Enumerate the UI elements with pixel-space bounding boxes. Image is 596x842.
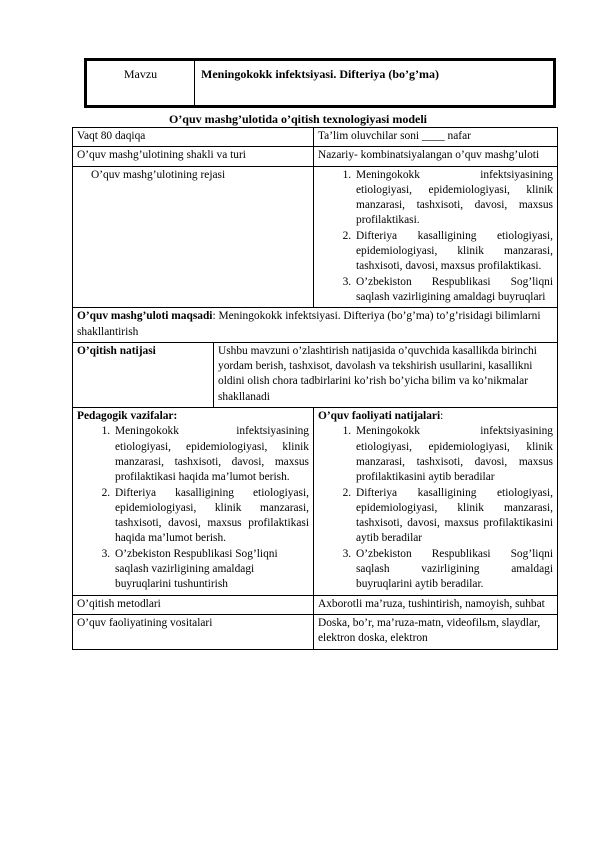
table-row [73, 147, 558, 166]
form-value: Nazariy- kombinatsiyalangan o’quv mashg’uloti [314, 147, 558, 166]
means-label: O’quv faoliyatining vositalari [73, 614, 314, 649]
methods-value: Axborotli ma’ruza, tushintirish, namoyish, suhbat [314, 595, 558, 614]
result-value: Ushbu mavzuni o’zlashtirish natijasida o’quvchida kasallikda birinchi yordam berish, tashxisot, davolash va tekshirish usullarini, kasallikni oldini olish chora tadbirlarini ko’rish bo’yicha bilim va ko’nikmalar shakllanadi [218, 344, 537, 403]
tasks-cell [73, 408, 314, 596]
tasks-label: Pedagogik vazifalar: [77, 410, 178, 423]
outcomes-cell: O’quv faoliyati natijalari: 1. Meningokokk infektsiyasining etiologiyasi, epidemiologiyasi, klinik manzarasi, tashxisoti, davosi, maxsus profilaktikasini aytib beradilar 2. Difteriya kasalligining etiologiyasi, epidemiologiyasi, klinik manzarasi, tashxisoti, davosi, maxsus profilaktikasini aytib beradilar 3. O’zbekiston Respublikasi Sog’liqni saqlash vazirligining amaldagi buyruqlarini aytib beradilar. [314, 408, 558, 596]
list-item: 1. Meningokokk infektsiyasining etiologiyasi, epidemiologiyasi, klinik manzarasi, tashxisoti, davosi, maxsus profilaktikasi haqida ma’lumot berish. [113, 424, 309, 485]
time-cell: Vaqt 80 daqiqa [73, 128, 314, 147]
table-row [73, 166, 558, 308]
outcomes-list [318, 424, 553, 592]
list-item: 2. Difteriya kasalligining etiologiyasi, epidemiologiyasi, klinik manzarasi, tashxisoti, davosi, maxsus profilaktikasi haqida ma’lumot berish. [113, 486, 309, 547]
goal-value: : Meningokokk infektsiyasi. Difteriya (bo’g’ma) to’g’risidagi bilimlarni shakllantirish [77, 310, 541, 338]
methods-label: O’qitish metodlari [73, 595, 314, 614]
table-row [73, 342, 558, 407]
result-inner-table [73, 343, 557, 407]
plan-cell [314, 166, 558, 308]
list-item: 1. Meningokokk infektsiyasining etiologiyasi, epidemiologiyasi, klinik manzarasi, tashxisoti, davosi, maxsus profilaktikasini aytib beradilar [354, 424, 553, 485]
table-row [73, 614, 558, 649]
lesson-model-table [72, 127, 558, 650]
result-label: O’qitish natijasi [73, 343, 214, 407]
table-row [73, 595, 558, 614]
list-item: 1. Meningokokk infektsiyasining etiologiyasi, epidemiologiyasi, klinik manzarasi, tashxisoti, davosi, maxsus profilaktikasi. [354, 168, 553, 229]
list-item: 2. Difteriya kasalligining etiologiyasi, epidemiologiyasi, klinik manzarasi, tashxisoti, davosi, maxsus profilaktikasini aytib beradilar [354, 486, 553, 547]
goal-label: O’quv mashg’uloti maqsadi [77, 310, 213, 323]
table-row [73, 308, 558, 343]
topic-table [84, 58, 556, 108]
outcomes-label: O’quv faoliyati natijalari [318, 410, 441, 423]
tasks-list [77, 424, 309, 592]
form-label: O’quv mashg’ulotining shakli va turi [73, 147, 314, 166]
topic-label: Mavzu [87, 61, 195, 105]
list-item: 3. O’zbekiston Respublikasi Sog’liqni saqlash vazirligining amaldagi buyruqlarini aytib beradilar. [354, 547, 553, 593]
list-item: 3. O’zbekiston Respublikasi Sog’liqni saqlash vazirligining amaldagi buyruqlarini tushuntirish [113, 547, 309, 593]
list-item: 3. O’zbekiston Respublikasi Sog’liqni saqlash vazirligining amaldagi buyruqlari [354, 275, 553, 306]
result-cell [73, 342, 558, 407]
document-title: O’quv mashg’ulotida o’qitish texnologiyasi modeli [168, 112, 428, 126]
topic-value: Meningokokk infektsiyasi. Difteriya (bo’g’ma) [201, 67, 439, 81]
students-count-cell: Ta’lim oluvchilar soni ____ nafar [314, 128, 558, 147]
goal-cell [73, 308, 558, 343]
table-row [73, 128, 558, 147]
list-item: 2. Difteriya kasalligining etiologiyasi, epidemiologiyasi, klinik manzarasi, tashxisoti, davosi, maxsus profilaktikasi. [354, 229, 553, 275]
means-value: Doska, bo’r, ma’ruza-matn, videofilьm, slaydlar, elektron doska, elektron [314, 614, 558, 649]
plan-label: O’quv mashg’ulotining rejasi [73, 166, 314, 308]
table-row [73, 408, 558, 596]
plan-list [318, 168, 553, 306]
